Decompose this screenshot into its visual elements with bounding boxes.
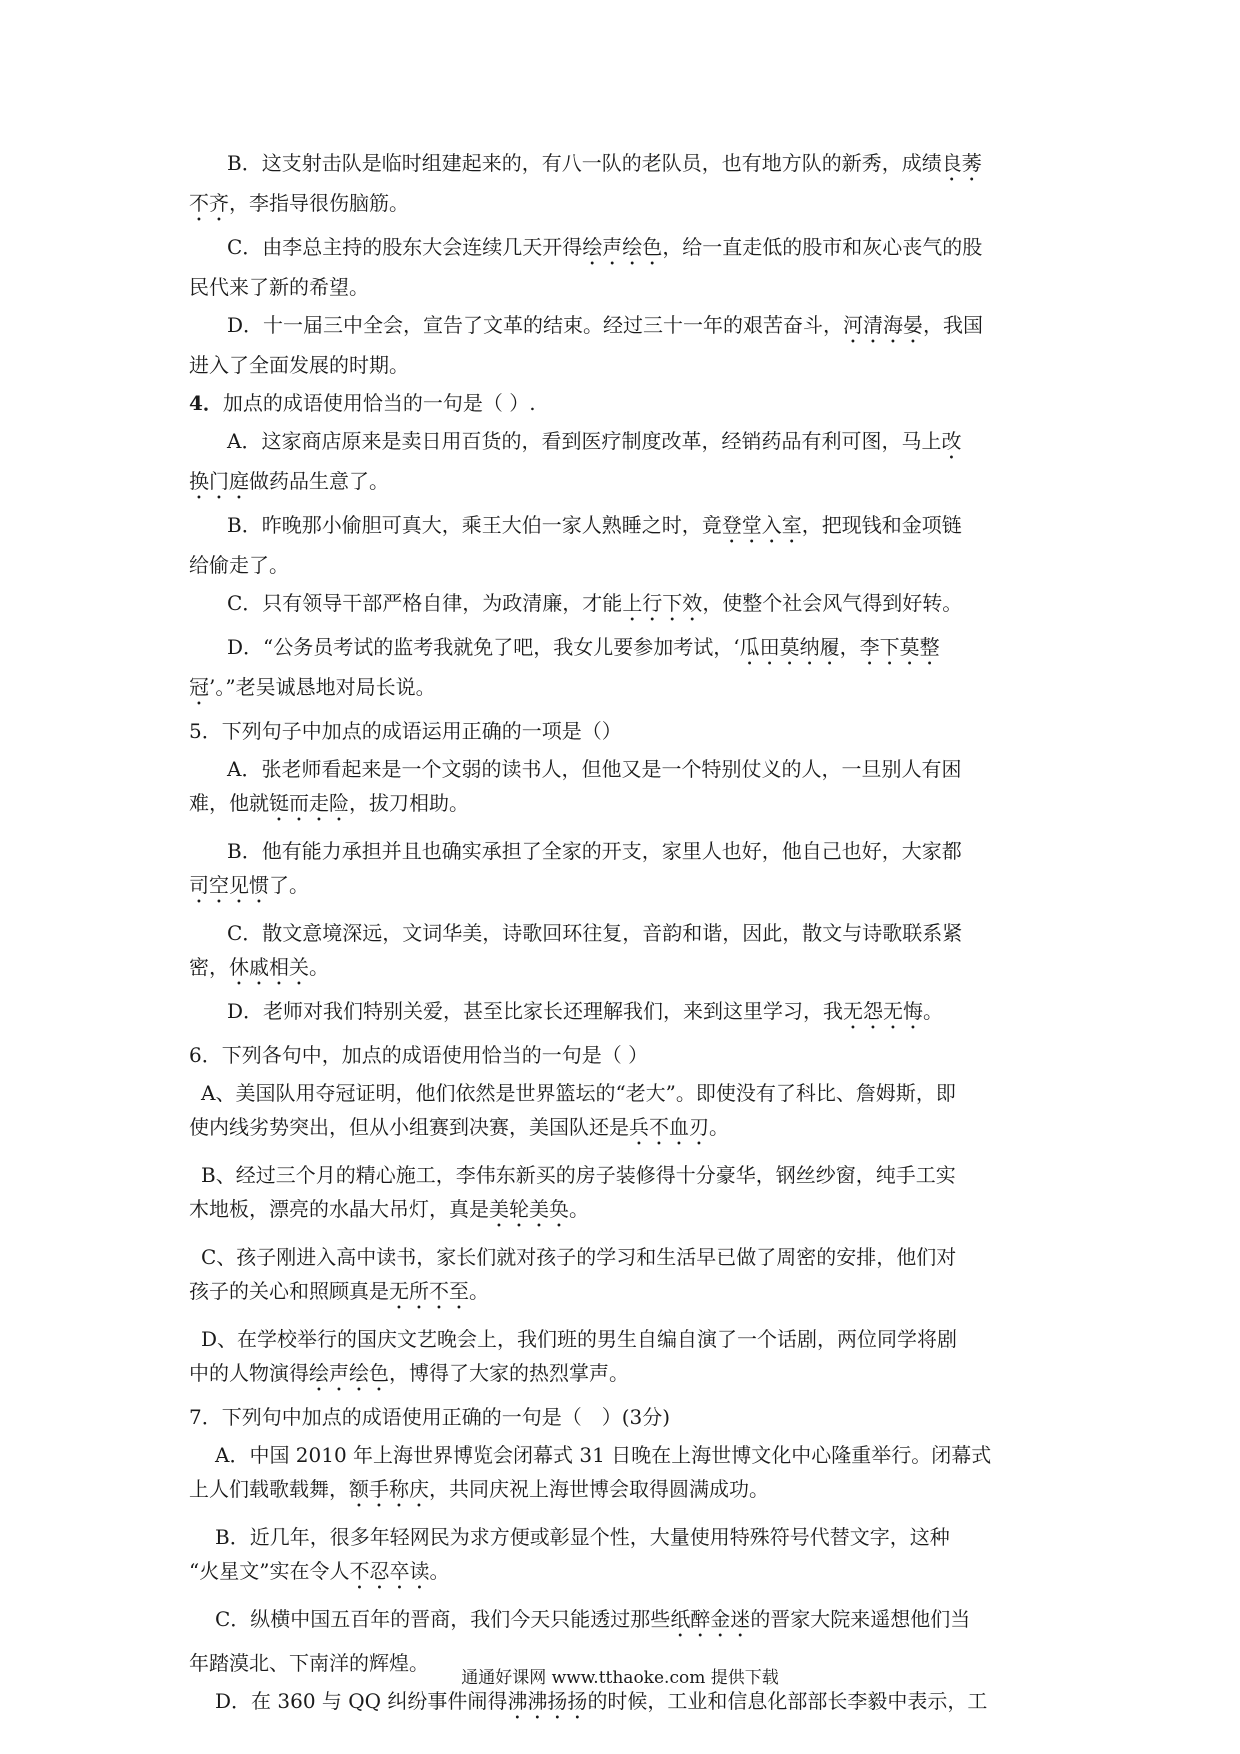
text-line — [189, 270, 1055, 304]
text-segment: D．老师对我们特别关爱，甚至比家长还理解我们，来到这里学习，我 — [227, 999, 844, 1023]
text-line — [189, 868, 1055, 908]
text-segment: ，把现钱和金项链 — [801, 513, 962, 537]
text-segment: C．纵横中国五百年的晋商，我们今天只能透过那些 — [215, 1607, 671, 1631]
text-line — [189, 1472, 1055, 1512]
text-line — [189, 146, 1055, 186]
text-line — [189, 230, 1055, 270]
dotted-idiom: 额手称庆 — [349, 1477, 429, 1501]
text-segment: 年踏漠北、下南洋的辉煌。 — [189, 1651, 429, 1675]
text-line — [189, 834, 1055, 868]
text-segment: 7．下列句中加点的成语使用正确的一句是（ ）(3分) — [189, 1405, 671, 1429]
text-segment: ，拔刀相助。 — [349, 791, 469, 815]
dotted-idiom: 无怨无悔 — [843, 999, 924, 1023]
text-segment: 。 — [429, 1559, 450, 1583]
text-line — [189, 424, 1055, 464]
text-line — [189, 1520, 1055, 1554]
text-segment: 民代来了新的希望。 — [189, 275, 369, 299]
dotted-idiom: 不齐 — [189, 191, 229, 215]
text-segment: 使内线劣势突出，但从小组赛到决赛，美国队还是 — [189, 1115, 629, 1139]
text-line — [189, 1076, 1055, 1110]
page-footer: 通通好课网 www.tthaoke.com 提供下载 — [461, 1668, 779, 1688]
text-line — [189, 308, 1055, 348]
text-line — [189, 1356, 1055, 1396]
text-segment: C．只有领导干部严格自律，为政清廉，才能 — [227, 591, 623, 615]
dotted-idiom: 兵不血刃 — [629, 1115, 709, 1139]
dotted-idiom: 冠 — [189, 675, 209, 699]
text-line — [189, 1192, 1055, 1232]
text-segment: 6．下列各句中，加点的成语使用恰当的一句是（ ） — [189, 1043, 649, 1067]
text-segment: ，使整个社会风气得到好转。 — [702, 591, 963, 615]
dotted-idiom: 美轮美奂 — [489, 1197, 569, 1221]
text-line — [189, 186, 1055, 226]
text-segment: 做药品生意了。 — [249, 469, 389, 493]
text-segment: 的晋家大院来遥想他们当 — [750, 1607, 971, 1631]
text-line — [189, 1602, 1055, 1642]
text-line — [189, 950, 1055, 990]
text-line — [189, 714, 1055, 748]
dotted-idiom: 瓜田莫纳履，李下莫整 — [739, 635, 940, 659]
dotted-idiom: 沸沸扬扬 — [507, 1689, 588, 1713]
text-segment: B．近几年，很多年轻网民为求方便或彰显个性，大量使用特殊符号代替文字，这种 — [215, 1525, 950, 1549]
text-segment: B．昨晚那小偷胆可真大，乘王大伯一家人熟睡之时，竟 — [227, 513, 722, 537]
dotted-idiom: 不忍卒读 — [349, 1559, 430, 1583]
text-line — [189, 670, 1055, 710]
dotted-idiom: 铤而走险 — [269, 791, 349, 815]
text-line — [189, 586, 1055, 626]
text-segment: D．十一届三中全会，宣告了文革的结束。经过三十一年的艰苦奋斗， — [227, 313, 844, 337]
dotted-idiom: 司空见惯 — [189, 873, 269, 897]
text-segment: B．这支射击队是临时组建起来的，有八一队的老队员，也有地方队的新秀，成绩 — [227, 151, 942, 175]
dotted-idiom: 纸醉金迷 — [670, 1607, 751, 1631]
text-segment: 给偷走了。 — [189, 553, 289, 577]
text-segment: ’。”老吴诚恳地对局长说。 — [209, 675, 436, 699]
text-segment: 加点的成语使用恰当的一句是（ ）. — [222, 391, 536, 415]
text-line — [189, 916, 1055, 950]
text-line — [189, 1110, 1055, 1150]
text-segment: 4． — [189, 391, 223, 415]
text-segment: 5．下列句子中加点的成语运用正确的一项是（） — [189, 719, 622, 743]
dotted-idiom: 换门庭 — [189, 469, 249, 493]
text-segment: 孩子的关心和照顾真是 — [189, 1279, 389, 1303]
text-line — [189, 464, 1055, 504]
text-segment: D．在 360 与 QQ 纠纷事件闹得 — [215, 1689, 508, 1713]
text-segment: A．张老师看起来是一个文弱的读书人，但他又是一个特别仗义的人，一旦别人有困 — [227, 757, 962, 781]
text-segment: ，李指导很伤脑筋。 — [229, 191, 409, 215]
text-segment: C．散文意境深远，文词华美，诗歌回环往复，音韵和谐，因此，散文与诗歌联系紧 — [227, 921, 963, 945]
text-segment: 。 — [709, 1115, 729, 1139]
dotted-idiom: 绘声绘色 — [582, 235, 663, 259]
text-segment: ，博得了大家的热烈掌声。 — [389, 1361, 629, 1385]
text-segment: 。 — [469, 1279, 489, 1303]
text-segment: C、孩子刚进入高中读书，家长们就对孩子的学习和生活早已做了周密的安排，他们对 — [201, 1245, 957, 1269]
text-segment: 上人们载歌载舞， — [189, 1477, 349, 1501]
text-segment: D、在学校举行的国庆文艺晚会上，我们班的男生自编自演了一个话剧，两位同学将剧 — [201, 1327, 958, 1351]
text-segment: ，给一直走低的股市和灰心丧气的股 — [662, 235, 983, 259]
text-segment: ，我国 — [923, 313, 984, 337]
text-line — [189, 1684, 1055, 1724]
text-segment: ，共同庆祝上海世博会取得圆满成功。 — [429, 1477, 769, 1501]
text-segment: C．由李总主持的股东大会连续几天开得 — [227, 235, 583, 259]
text-line — [189, 1400, 1055, 1434]
text-segment: D．“公务员考试的监考我就免了吧，我女儿要参加考试，‘ — [227, 635, 740, 659]
dotted-idiom: 上行下效 — [622, 591, 703, 615]
text-segment: A、美国队用夺冠证明，他们依然是世界篮坛的“老大”。即使没有了科比、詹姆斯，即 — [201, 1081, 956, 1105]
text-line — [189, 1554, 1055, 1594]
text-line — [189, 1038, 1055, 1072]
text-line — [189, 630, 1055, 670]
dotted-idiom: 改 — [941, 429, 962, 453]
text-line — [189, 752, 1055, 786]
text-line — [189, 786, 1055, 826]
text-line — [189, 386, 1055, 420]
text-segment: 中的人物演得 — [189, 1361, 309, 1385]
dotted-idiom: 休戚相关 — [229, 955, 309, 979]
dotted-idiom: 绘声绘色 — [309, 1361, 389, 1385]
text-segment: B．他有能力承担并且也确实承担了全家的开支，家里人也好，他自己也好，大家都 — [227, 839, 962, 863]
text-segment: 。 — [569, 1197, 589, 1221]
text-line — [189, 1158, 1055, 1192]
text-segment: 木地板，漂亮的水晶大吊灯，真是 — [189, 1197, 489, 1221]
text-segment: 难，他就 — [189, 791, 269, 815]
dotted-idiom: 登堂入室 — [721, 513, 802, 537]
dotted-idiom: 无所不至 — [389, 1279, 469, 1303]
text-segment: 了。 — [269, 873, 309, 897]
dotted-idiom: 良莠 — [941, 151, 982, 175]
text-segment: 。 — [309, 955, 329, 979]
text-line — [189, 994, 1055, 1034]
text-segment: A．这家商店原来是卖日用百货的，看到医疗制度改革，经销药品有利可图，马上 — [227, 429, 942, 453]
text-line — [189, 548, 1055, 582]
text-segment: 的时候，工业和信息化部部长李毅中表示，工 — [587, 1689, 988, 1713]
text-line — [189, 1438, 1055, 1472]
text-line — [189, 508, 1055, 548]
text-segment: A．中国 2010 年上海世界博览会闭幕式 31 日晚在上海世博文化中心隆重举行。闭幕式 — [215, 1443, 992, 1467]
text-line — [189, 348, 1055, 382]
text-segment: 密， — [189, 955, 229, 979]
dotted-idiom: 河清海晏 — [843, 313, 924, 337]
text-line — [189, 1274, 1055, 1314]
text-line — [189, 1322, 1055, 1356]
text-segment: “火星文”实在令人 — [189, 1559, 350, 1583]
text-segment: 进入了全面发展的时期。 — [189, 353, 409, 377]
text-segment: 。 — [923, 999, 944, 1023]
text-segment: B、经过三个月的精心施工，李伟东新买的房子装修得十分豪华，钢丝纱窗，纯手工实 — [201, 1163, 956, 1187]
text-line — [189, 1240, 1055, 1274]
question-text — [189, 146, 1055, 1724]
